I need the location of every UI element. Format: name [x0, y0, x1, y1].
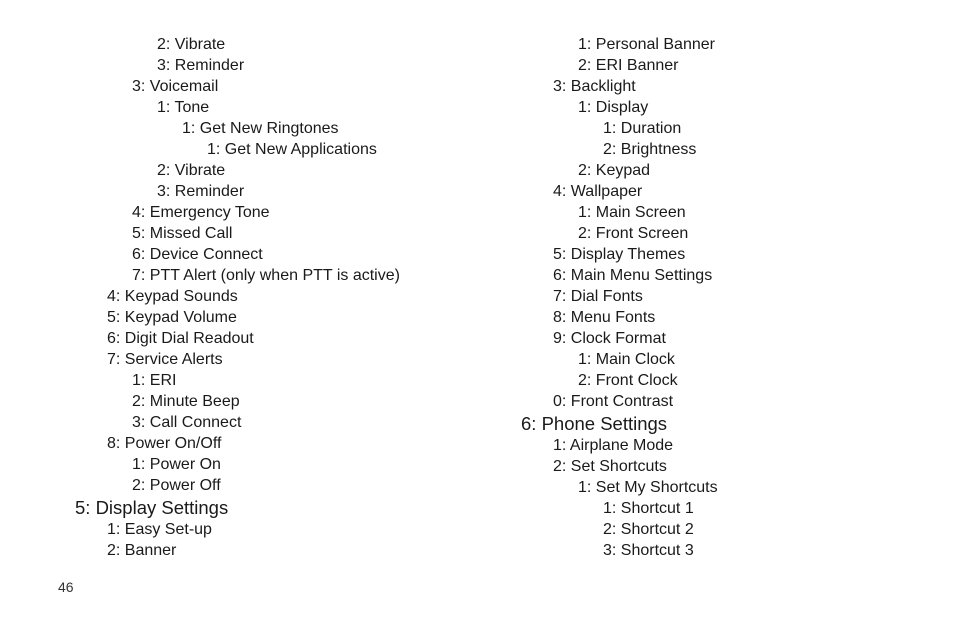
menu-tree-item: 2: Power Off: [132, 477, 221, 494]
menu-tree-item: 2: Vibrate: [157, 162, 226, 179]
menu-tree-item: 1: Shortcut 1: [603, 500, 694, 517]
menu-tree-item: 5: Keypad Volume: [107, 309, 237, 326]
menu-tree-item: 6: Main Menu Settings: [553, 267, 713, 284]
menu-tree-item: 3: Voicemail: [132, 78, 219, 95]
menu-tree-item: 8: Power On/Off: [107, 435, 222, 452]
menu-tree-item: 7: PTT Alert (only when PTT is active): [132, 267, 400, 284]
menu-tree-item: 2: Shortcut 2: [603, 521, 694, 538]
menu-tree-item: 3: Shortcut 3: [603, 542, 694, 559]
menu-tree-item: 3: Reminder: [157, 57, 245, 74]
menu-tree-item: 2: Banner: [107, 542, 177, 559]
menu-tree-item: 1: Tone: [157, 99, 210, 116]
menu-tree-item: 2: Front Screen: [578, 225, 689, 242]
menu-tree-item: 0: Front Contrast: [553, 393, 674, 410]
menu-tree-item: 2: Keypad: [578, 162, 651, 179]
menu-tree-item: 1: Airplane Mode: [553, 437, 674, 454]
menu-tree-item: 8: Menu Fonts: [553, 309, 656, 326]
menu-tree-item: 3: Reminder: [157, 183, 245, 200]
menu-tree-item: 1: Main Screen: [578, 204, 686, 221]
menu-tree-item: 2: Minute Beep: [132, 393, 240, 410]
menu-tree-item: 1: Display: [578, 99, 649, 116]
menu-tree-item: 1: Power On: [132, 456, 221, 473]
page-number: 46: [58, 579, 74, 595]
menu-tree-item: 5: Missed Call: [132, 225, 233, 242]
menu-section-heading: 6: Phone Settings: [521, 413, 668, 434]
menu-tree-item: 1: ERI: [132, 372, 177, 389]
menu-tree-item: 4: Emergency Tone: [132, 204, 270, 221]
menu-tree-item: 5: Display Themes: [553, 246, 686, 263]
menu-tree-item: 9: Clock Format: [553, 330, 666, 347]
menu-tree-item: 1: Duration: [603, 120, 682, 137]
menu-tree-item: 1: Personal Banner: [578, 36, 715, 53]
menu-tree-item: 3: Backlight: [553, 78, 636, 95]
menu-tree-item: 4: Wallpaper: [553, 183, 643, 200]
menu-tree-item: 2: Set Shortcuts: [553, 458, 667, 475]
menu-tree-item: 7: Dial Fonts: [553, 288, 643, 305]
menu-tree-item: 1: Main Clock: [578, 351, 675, 368]
menu-tree-item: 6: Digit Dial Readout: [107, 330, 254, 347]
menu-tree-item: 2: Front Clock: [578, 372, 678, 389]
menu-tree-item: 2: Brightness: [603, 141, 697, 158]
menu-tree-item: 7: Service Alerts: [107, 351, 223, 368]
menu-tree-right-column: [521, 34, 718, 561]
menu-tree-item: 1: Get New Ringtones: [182, 120, 339, 137]
menu-section-heading: 5: Display Settings: [75, 497, 229, 518]
menu-tree-item: 2: ERI Banner: [578, 57, 679, 74]
menu-tree-item: 1: Easy Set-up: [107, 521, 212, 538]
menu-tree-item: 2: Vibrate: [157, 36, 226, 53]
menu-tree-item: 4: Keypad Sounds: [107, 288, 238, 305]
menu-tree-item: 6: Device Connect: [132, 246, 263, 263]
menu-tree-item: 1: Get New Applications: [207, 141, 377, 158]
menu-tree-left-column: [75, 34, 400, 561]
menu-tree-item: 1: Set My Shortcuts: [578, 479, 718, 496]
menu-tree-item: 3: Call Connect: [132, 414, 242, 431]
